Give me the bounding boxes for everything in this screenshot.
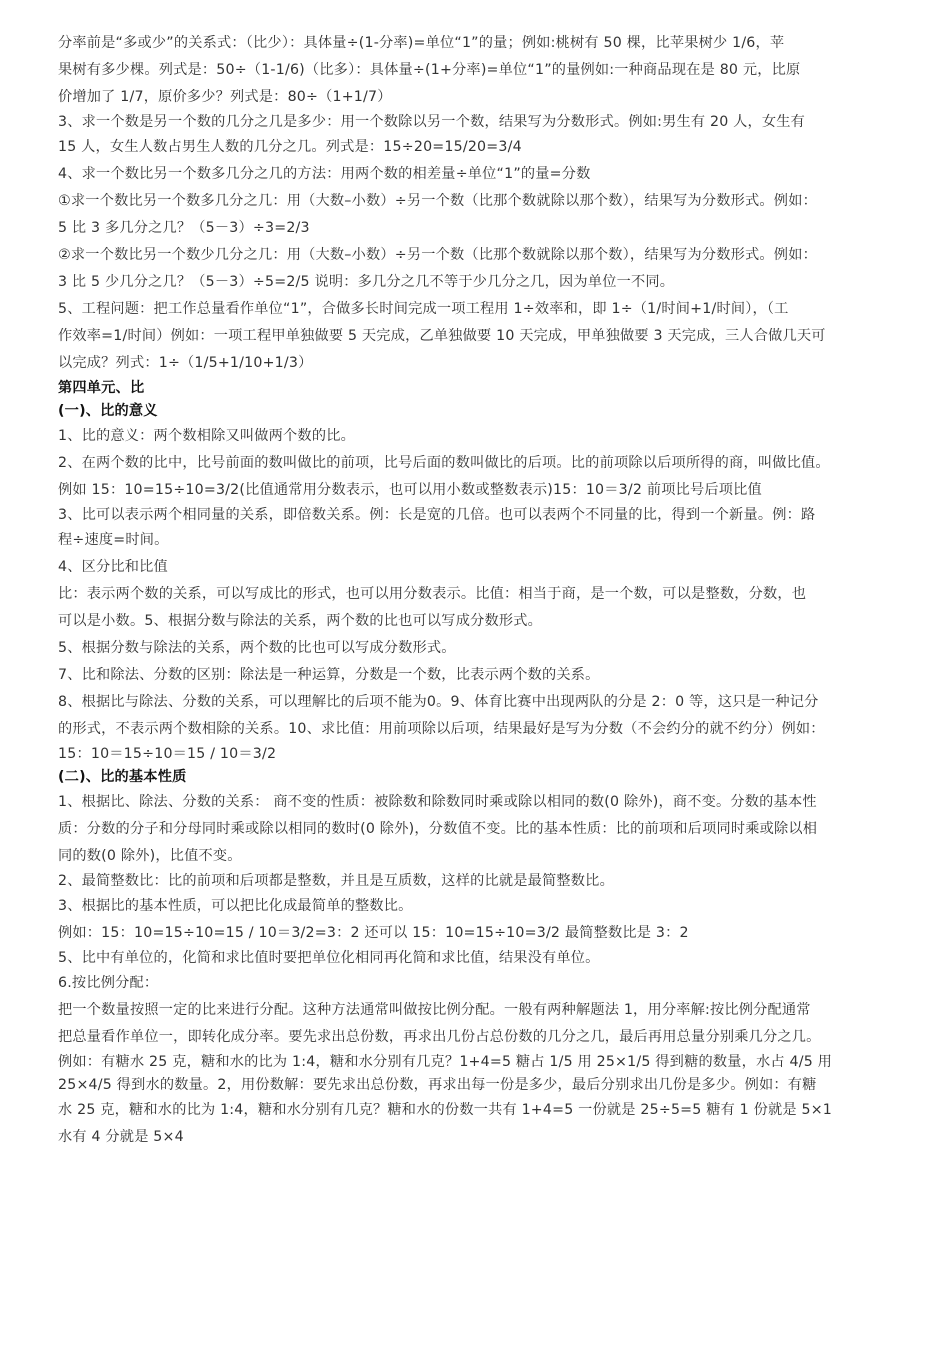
text-line: 3、比可以表示两个相同量的关系，即倍数关系。例：长是宽的几倍。也可以表两个不同量的比，得到一个新量。例：路 (58, 507, 816, 523)
text-line: 把一个数量按照一定的比来进行分配。这种方法通常叫做按比例分配。一般有两种解题法 1，用分率解:按比例分配通常 (58, 1002, 811, 1018)
section-heading: (二)、比的基本性质 (58, 769, 187, 785)
text-line: 8、根据比与除法、分数的关系，可以理解比的后项不能为0。9、体育比赛中出现两队的分是 2：0 等，这只是一种记分 (58, 694, 819, 710)
text-line: 程÷速度=时间。 (58, 532, 169, 548)
text-line: 3、根据比的基本性质，可以把比化成最简单的整数比。 (58, 898, 413, 914)
text-line: 5 比 3 多几分之几？（5－3）÷3=2/3 (58, 220, 310, 236)
text-line: 5、根据分数与除法的关系，两个数的比也可以写成分数形式。 (58, 640, 456, 656)
text-line: 把总量看作单位一，即转化成分率。要先求出总份数，再求出几份占总份数的几分之几，最后再用总量分别乘几分之几。 (58, 1029, 821, 1045)
text-line: 4、求一个数比另一个数多几分之几的方法：用两个数的相差量÷单位“1”的量=分数 (58, 166, 591, 182)
text-line: 6.按比例分配： (58, 975, 159, 991)
text-line: 4、区分比和比值 (58, 559, 168, 575)
text-line: 价增加了 1/7，原价多少？列式是：80÷（1+1/7） (58, 89, 392, 105)
text-line: 果树有多少棵。列式是：50÷（1-1/6)（比多）：具体量÷(1+分率)=单位“1”的量例如:一种商品现在是 80 元，比原 (58, 62, 801, 78)
text-line: 水有 4 分就是 5×4 (58, 1129, 184, 1145)
text-line: ①求一个数比另一个数多几分之几：用（大数–小数）÷另一个数（比那个数就除以那个数），结果写为分数形式。例如： (58, 193, 817, 209)
document-body (58, 30, 913, 1151)
text-line: 质：分数的分子和分母同时乘或除以相同的数时(0 除外)，分数值不变。比的基本性质：比的前项和后项同时乘或除以相 (58, 821, 818, 837)
text-line: 作效率=1/时间）例如：一项工程甲单独做要 5 天完成，乙单独做要 10 天完成，甲单独做要 3 天完成，三人合做几天可 (58, 328, 826, 344)
text-line: 2、最简整数比：比的前项和后项都是整数，并且是互质数，这样的比就是最简整数比。 (58, 873, 614, 889)
text-line: 3 比 5 少几分之几？（5－3）÷5=2/5 说明：多几分之几不等于少几分之几，因为单位一不同。 (58, 274, 675, 290)
text-line: 例如：有糖水 25 克，糖和水的比为 1:4，糖和水分别有几克？1+4=5 糖占 1/5 用 25×1/5 得到糖的数量，水占 4/5 用 (58, 1054, 833, 1070)
text-line: 7、比和除法、分数的区别：除法是一种运算，分数是一个数，比表示两个数的关系。 (58, 667, 600, 683)
text-line: 比：表示两个数的关系，可以写成比的形式，也可以用分数表示。比值：相当于商，是一个数，可以是整数，分数，也 (58, 586, 807, 602)
text-line: 15 人，女生人数占男生人数的几分之几。列式是：15÷20=15/20=3/4 (58, 139, 522, 155)
section-heading: (一)、比的意义 (58, 403, 158, 419)
text-line: 可以是小数。5、根据分数与除法的关系，两个数的比也可以写成分数形式。 (58, 613, 543, 629)
text-line: 25×4/5 得到水的数量。2，用份数解：要先求出总份数，再求出每一份是多少，最后分别求出几份是多少。例如：有糖 (58, 1077, 817, 1093)
text-line: 2、在两个数的比中，比号前面的数叫做比的前项，比号后面的数叫做比的后项。比的前项除以后项所得的商，叫做比值。 (58, 455, 830, 471)
text-line: 3、求一个数是另一个数的几分之几是多少：用一个数除以另一个数，结果写为分数形式。例如:男生有 20 人，女生有 (58, 114, 806, 130)
text-line: 同的数(0 除外)，比值不变。 (58, 848, 242, 864)
text-line: 例如 15：10=15÷10=3/2(比值通常用分数表示，也可以用小数或整数表示)15：10＝3/2 前项比号后项比值 (58, 482, 762, 498)
text-line: 例如：15：10=15÷10=15 / 10＝3/2=3：2 还可以 15：10=15÷10=3/2 最简整数比是 3：2 (58, 925, 689, 941)
text-line: 分率前是“多或少”的关系式：（比少）：具体量÷(1-分率)=单位“1”的量；例如:桃树有 50 棵，比苹果树少 1/6，苹 (58, 35, 785, 51)
text-line: 的形式，不表示两个数相除的关系。10、求比值：用前项除以后项，结果最好是写为分数（不会约分的就不约分）例如： (58, 721, 825, 737)
text-line: 1、根据比、除法、分数的关系： 商不变的性质：被除数和除数同时乘或除以相同的数(0 除外)，商不变。分数的基本性 (58, 794, 817, 810)
text-line: 15：10＝15÷10＝15 / 10＝3/2 (58, 746, 277, 762)
text-line: 1、比的意义：两个数相除又叫做两个数的比。 (58, 428, 355, 444)
text-line: 水 25 克，糖和水的比为 1:4，糖和水分别有几克？糖和水的份数一共有 1+4=5 一份就是 25÷5=5 糖有 1 份就是 5×1 (58, 1102, 833, 1118)
text-line: 以完成？列式：1÷（1/5+1/10+1/3） (58, 355, 313, 371)
text-line: 5、比中有单位的，化简和求比值时要把单位化相同再化简和求比值，结果没有单位。 (58, 950, 600, 966)
text-line: ②求一个数比另一个数少几分之几：用（大数–小数）÷另一个数（比那个数就除以那个数），结果写为分数形式。例如： (58, 247, 817, 263)
section-heading: 第四单元、比 (58, 380, 145, 396)
text-line: 5、工程问题：把工作总量看作单位“1”，合做多长时间完成一项工程用 1÷效率和，即 1÷（1/时间+1/时间），（工 (58, 301, 789, 317)
